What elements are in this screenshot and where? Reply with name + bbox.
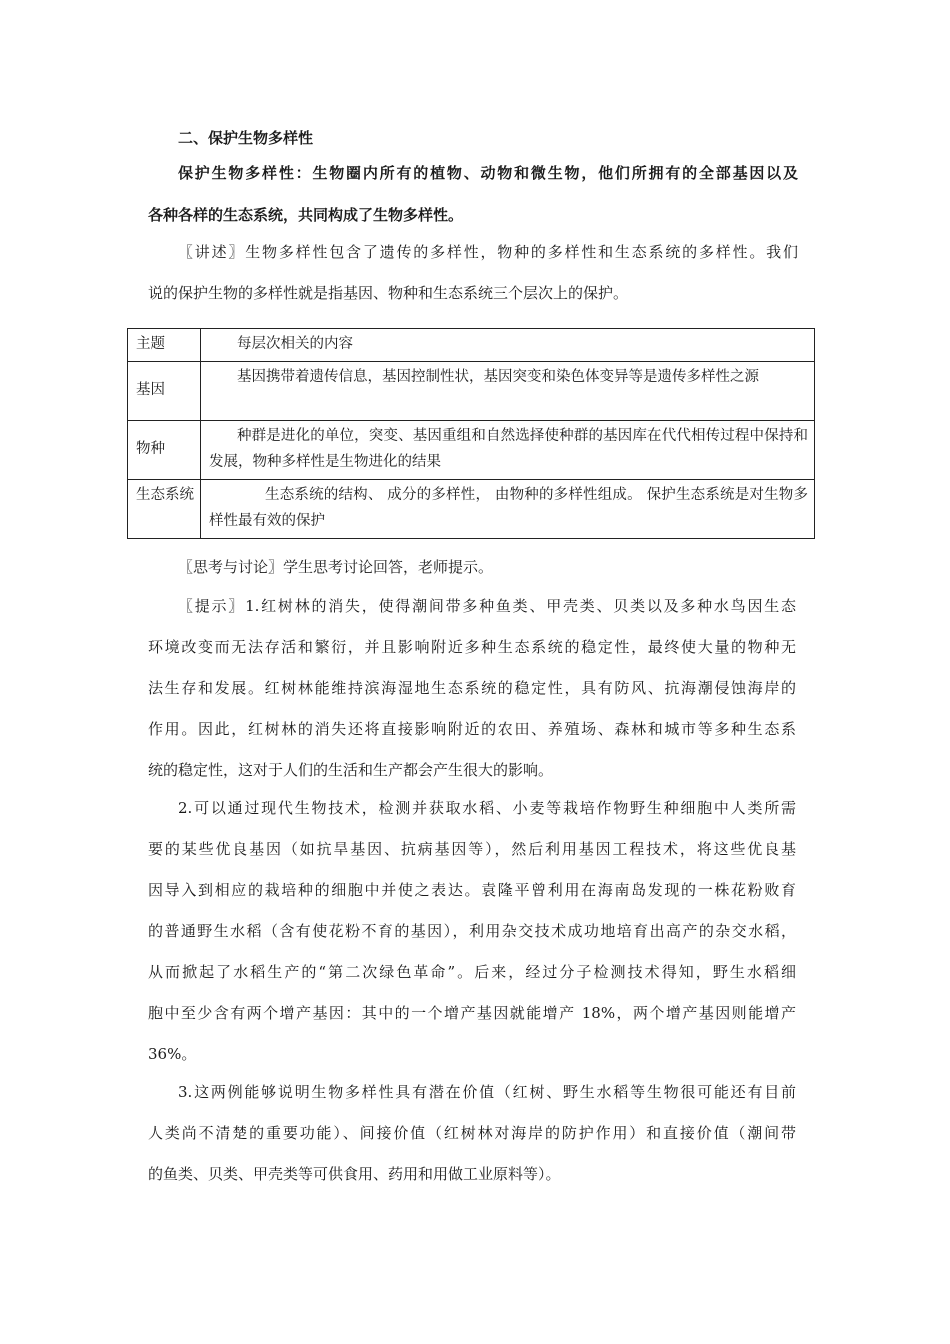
biodiversity-levels-table [127,328,815,539]
table-row [128,421,815,480]
table-cell-topic: 基因 [128,362,201,421]
table-cell-topic: 生态系统 [128,480,201,539]
hint2-line: 胞中至少含有两个增产基因：其中的一个增产基因就能增产 18%，两个增产基因则能增产 [148,1004,796,1022]
table-header-topic: 主题 [128,329,201,362]
hint1-line: 〖提示〗1.红树林的消失，使得潮间带多种鱼类、甲壳类、贝类以及多种水鸟因生态 [178,597,796,615]
table-cell-content: 种群是进化的单位，突变、基因重组和自然选择使种群的基因库在代代相传过程中保持和发展，物种多样性是生物进化的结果 [201,421,815,480]
definition-line-2: 各种各样的生态系统，共同构成了生物多样性。 [148,206,464,224]
hint3-line: 人类尚不清楚的重要功能）、间接价值（红树林对海岸的防护作用）和直接价值（潮间带 [148,1124,796,1142]
lecture-line-2: 说的保护生物的多样性就是指基因、物种和生态系统三个层次上的保护。 [148,284,629,302]
table-header-content: 每层次相关的内容 [201,329,815,362]
definition-line-1: 保护生物多样性：生物圈内所有的植物、动物和微生物，他们所拥有的全部基因以及 [178,164,798,182]
hint3-line: 的鱼类、贝类、甲壳类等可供食用、药用和用做工业原料等）。 [148,1165,561,1183]
table-cell-content: 基因携带着遗传信息，基因控制性状，基因突变和染色体变异等是遗传多样性之源 [201,362,815,421]
hint2-line: 因导入到相应的栽培种的细胞中并使之表达。袁隆平曾利用在海南岛发现的一株花粉败育 [148,881,796,899]
table-row [128,362,815,421]
lecture-line-1: 〖讲述〗生物多样性包含了遗传的多样性，物种的多样性和生态系统的多样性。我们 [178,243,798,261]
table-cell-topic: 物种 [128,421,201,480]
hint1-line: 法生存和发展。红树林能维持滨海湿地生态系统的稳定性，具有防风、抗海潮侵蚀海岸的 [148,679,796,697]
table-row [128,480,815,539]
hint2-line: 的普通野生水稻（含有使花粉不育的基因），利用杂交技术成功地培育出高产的杂交水稻， [148,922,796,940]
hint2-line: 2.可以通过现代生物技术，检测并获取水稻、小麦等栽培作物野生种细胞中人类所需 [178,799,796,817]
table-cell-content: 生态系统的结构、 成分的多样性， 由物种的多样性组成。 保护生态系统是对生物多样性最有效的保护 [201,480,815,539]
hint3-line: 3.这两例能够说明生物多样性具有潜在价值（红树、野生水稻等生物很可能还有目前 [178,1083,796,1101]
hint2-line: 36%。 [148,1045,197,1063]
hint1-line: 作用。因此，红树林的消失还将直接影响附近的农田、养殖场、森林和城市等多种生态系 [148,720,796,738]
hint2-line: 要的某些优良基因（如抗旱基因、抗病基因等），然后利用基因工程技术，将这些优良基 [148,840,796,858]
hint1-line: 环境改变而无法存活和繁衍，并且影响附近多种生态系统的稳定性，最终使大量的物种无 [148,638,796,656]
table-header-row [128,329,815,362]
hint2-line: 从而掀起了水稻生产的“第二次绿色革命”。后来，经过分子检测技术得知，野生水稻细 [148,963,796,981]
discussion-line: 〖思考与讨论〗学生思考讨论回答，老师提示。 [178,558,494,576]
hint1-line: 统的稳定性，这对于人们的生活和生产都会产生很大的影响。 [148,761,554,779]
section-heading: 二、保护生物多样性 [178,129,314,147]
